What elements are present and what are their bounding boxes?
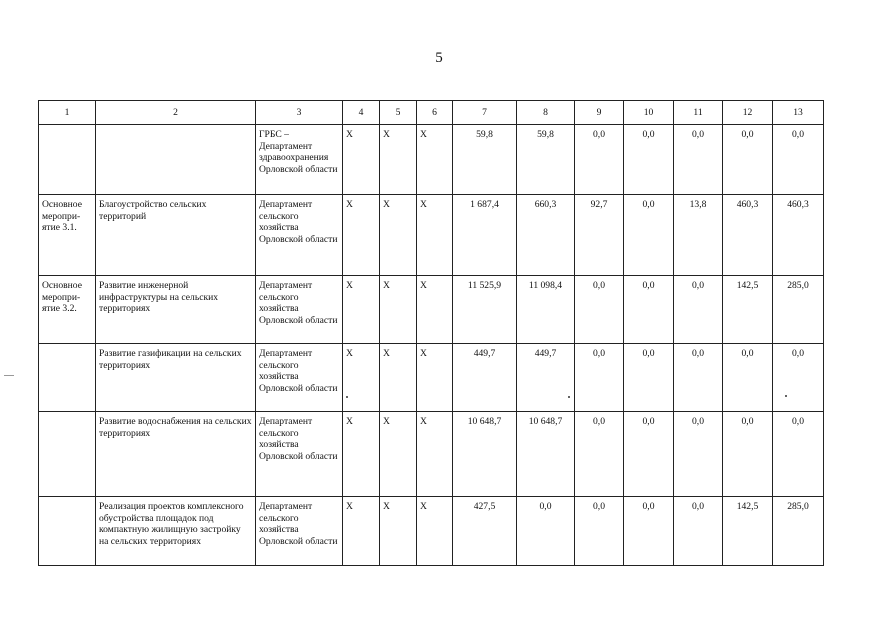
col-header-1: 1 — [39, 101, 96, 125]
col-header-3: 3 — [256, 101, 343, 125]
value-cell-10: 0,0 — [624, 497, 674, 566]
value-cell-11: 0,0 — [674, 412, 723, 497]
name-cell: Развитие газификации на сельских территориях — [96, 344, 256, 412]
value-cell-9: 0,0 — [575, 497, 624, 566]
col-header-13: 13 — [773, 101, 824, 125]
value-cell-13: 285,0 — [773, 276, 824, 344]
code-cell-4: Х — [343, 344, 380, 412]
col-header-6: 6 — [417, 101, 453, 125]
table-row — [39, 276, 824, 344]
value-cell-11: 0,0 — [674, 497, 723, 566]
grbs-cell: Департамент сельского хозяйства Орловской области — [256, 412, 343, 497]
value-cell-9: 0,0 — [575, 412, 624, 497]
col-header-11: 11 — [674, 101, 723, 125]
event-cell — [39, 344, 96, 412]
value-cell-9: 0,0 — [575, 125, 624, 195]
value-cell-13: 285,0 — [773, 497, 824, 566]
col-header-8: 8 — [517, 101, 575, 125]
value-cell-8: 10 648,7 — [517, 412, 575, 497]
scan-speck — [785, 395, 787, 397]
code-cell-4: Х — [343, 276, 380, 344]
value-cell-12: 0,0 — [723, 412, 773, 497]
code-cell-6: Х — [417, 344, 453, 412]
event-cell — [39, 497, 96, 566]
code-cell-4: Х — [343, 125, 380, 195]
value-cell-10: 0,0 — [624, 276, 674, 344]
name-cell: Развитие инженерной инфраструктуры на сельских территориях — [96, 276, 256, 344]
value-cell-12: 0,0 — [723, 125, 773, 195]
name-cell — [96, 125, 256, 195]
value-cell-8: 11 098,4 — [517, 276, 575, 344]
event-cell: Основное меропри-ятие 3.1. — [39, 195, 96, 276]
value-cell-8: 449,7 — [517, 344, 575, 412]
value-cell-7: 10 648,7 — [453, 412, 517, 497]
col-header-12: 12 — [723, 101, 773, 125]
code-cell-5: Х — [380, 344, 417, 412]
grbs-cell: Департамент сельского хозяйства Орловской области — [256, 276, 343, 344]
grbs-cell: Департамент сельского хозяйства Орловской области — [256, 344, 343, 412]
value-cell-8: 59,8 — [517, 125, 575, 195]
name-cell: Реализация проектов комплексного обустройства площадок под компактную жилищную застройку на сельских территориях — [96, 497, 256, 566]
code-cell-5: Х — [380, 276, 417, 344]
page-number: 5 — [435, 50, 443, 66]
value-cell-7: 449,7 — [453, 344, 517, 412]
value-cell-11: 13,8 — [674, 195, 723, 276]
code-cell-5: Х — [380, 125, 417, 195]
program-table — [38, 100, 824, 566]
table-row — [39, 125, 824, 195]
col-header-4: 4 — [343, 101, 380, 125]
value-cell-13: 0,0 — [773, 344, 824, 412]
col-header-5: 5 — [380, 101, 417, 125]
value-cell-13: 0,0 — [773, 125, 824, 195]
value-cell-12: 0,0 — [723, 344, 773, 412]
name-cell: Благоустройство сельских территорий — [96, 195, 256, 276]
event-cell — [39, 125, 96, 195]
event-cell — [39, 412, 96, 497]
scan-speck — [346, 396, 348, 398]
code-cell-5: Х — [380, 497, 417, 566]
margin-mark — [4, 375, 14, 376]
col-header-9: 9 — [575, 101, 624, 125]
value-cell-10: 0,0 — [624, 412, 674, 497]
grbs-cell: Департамент сельского хозяйства Орловской области — [256, 497, 343, 566]
value-cell-8: 0,0 — [517, 497, 575, 566]
value-cell-11: 0,0 — [674, 276, 723, 344]
header-row — [39, 101, 824, 125]
code-cell-6: Х — [417, 497, 453, 566]
table-row — [39, 412, 824, 497]
code-cell-6: Х — [417, 125, 453, 195]
value-cell-9: 92,7 — [575, 195, 624, 276]
value-cell-10: 0,0 — [624, 195, 674, 276]
col-header-7: 7 — [453, 101, 517, 125]
col-header-10: 10 — [624, 101, 674, 125]
value-cell-7: 427,5 — [453, 497, 517, 566]
code-cell-4: Х — [343, 412, 380, 497]
table-row — [39, 497, 824, 566]
value-cell-7: 59,8 — [453, 125, 517, 195]
code-cell-5: Х — [380, 195, 417, 276]
event-cell: Основное меропри-ятие 3.2. — [39, 276, 96, 344]
value-cell-12: 460,3 — [723, 195, 773, 276]
code-cell-6: Х — [417, 276, 453, 344]
value-cell-9: 0,0 — [575, 344, 624, 412]
code-cell-6: Х — [417, 412, 453, 497]
value-cell-7: 11 525,9 — [453, 276, 517, 344]
code-cell-4: Х — [343, 195, 380, 276]
value-cell-8: 660,3 — [517, 195, 575, 276]
grbs-cell: ГРБС – Департамент здравоохранения Орловской области — [256, 125, 343, 195]
col-header-2: 2 — [96, 101, 256, 125]
value-cell-11: 0,0 — [674, 125, 723, 195]
table-row — [39, 195, 824, 276]
table-row — [39, 344, 824, 412]
grbs-cell: Департамент сельского хозяйства Орловской области — [256, 195, 343, 276]
value-cell-11: 0,0 — [674, 344, 723, 412]
value-cell-12: 142,5 — [723, 276, 773, 344]
code-cell-4: Х — [343, 497, 380, 566]
value-cell-12: 142,5 — [723, 497, 773, 566]
value-cell-13: 460,3 — [773, 195, 824, 276]
value-cell-10: 0,0 — [624, 125, 674, 195]
value-cell-9: 0,0 — [575, 276, 624, 344]
value-cell-13: 0,0 — [773, 412, 824, 497]
code-cell-6: Х — [417, 195, 453, 276]
name-cell: Развитие водоснабжения на сельских территориях — [96, 412, 256, 497]
value-cell-10: 0,0 — [624, 344, 674, 412]
value-cell-7: 1 687,4 — [453, 195, 517, 276]
scan-speck — [568, 396, 570, 398]
code-cell-5: Х — [380, 412, 417, 497]
